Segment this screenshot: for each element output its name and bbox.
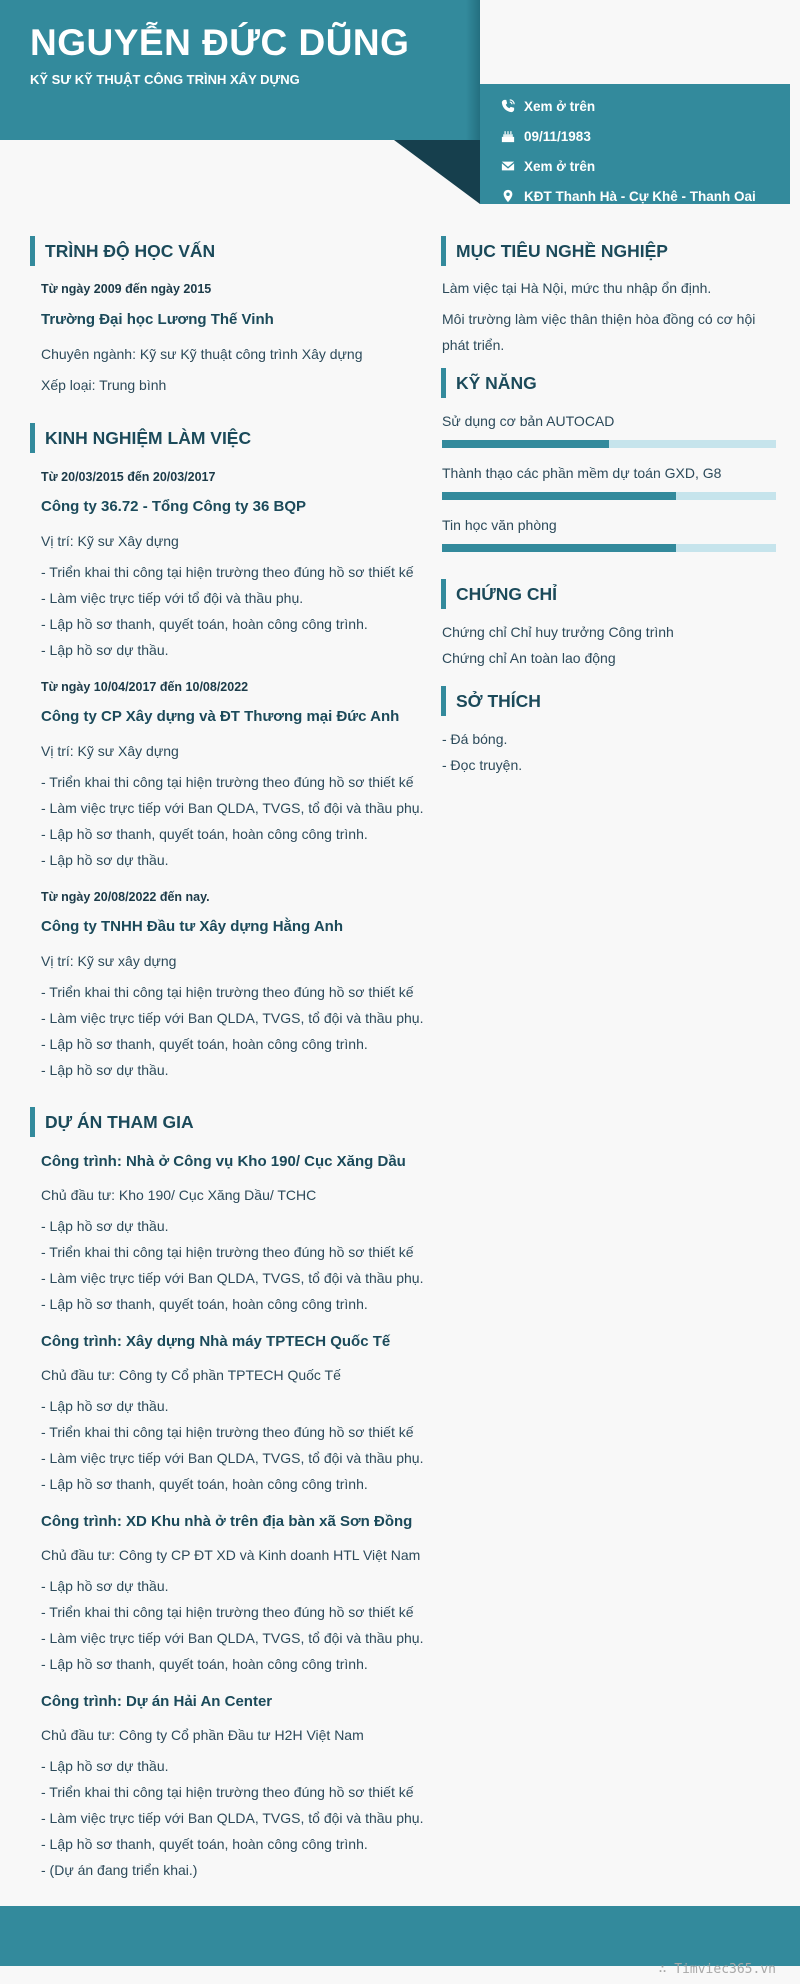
project-name: Công trình: Xây dựng Nhà máy TPTECH Quốc Tế: [41, 1333, 391, 1350]
heading-accent-bar: [30, 236, 35, 266]
project-name: Công trình: Nhà ở Công vụ Kho 190/ Cục Xăng Dầu: [41, 1153, 406, 1170]
project-task: - Lập hồ sơ dự thầu.: [41, 1218, 169, 1234]
job-duty: - Triển khai thi công tại hiện trường theo đúng hồ sơ thiết kế: [41, 984, 414, 1000]
certificates-heading-text: CHỨNG CHỈ: [456, 583, 558, 604]
project-task: - Triển khai thi công tại hiện trường theo đúng hồ sơ thiết kế: [41, 1784, 414, 1800]
candidate-name: NGUYỄN ĐỨC DŨNG: [30, 22, 410, 63]
heading-accent-bar: [441, 236, 446, 266]
footer-band: [0, 1906, 800, 1966]
job-duty: - Lập hồ sơ thanh, quyết toán, hoàn công công trình.: [41, 1036, 368, 1052]
project-task: - Lập hồ sơ thanh, quyết toán, hoàn công công trình.: [41, 1656, 368, 1672]
project-task: - Lập hồ sơ dự thầu.: [41, 1578, 169, 1594]
cake-icon: [500, 128, 516, 144]
contact-block: [480, 84, 790, 204]
skill-level-fill: [442, 492, 676, 500]
contact-address: [500, 186, 756, 206]
job-company: Công ty TNHH Đầu tư Xây dựng Hằng Anh: [41, 918, 343, 935]
header-fold-shadow: [466, 0, 480, 140]
project-task: - Triển khai thi công tại hiện trường theo đúng hồ sơ thiết kế: [41, 1604, 414, 1620]
certificate-item: Chứng chỉ An toàn lao động: [442, 650, 616, 666]
experience-heading-text: KINH NGHIỆM LÀM VIỆC: [45, 427, 252, 448]
objective-line: Làm việc tại Hà Nội, mức thu nhập ổn định.: [442, 280, 712, 296]
job-duty: - Triển khai thi công tại hiện trường theo đúng hồ sơ thiết kế: [41, 564, 414, 580]
skill-label: Sử dụng cơ bản AUTOCAD: [442, 413, 615, 429]
job-duty: - Làm việc trực tiếp với tổ đội và thầu phụ.: [41, 590, 304, 606]
project-investor: Chủ đầu tư: Kho 190/ Cục Xăng Dầu/ TCHC: [41, 1187, 317, 1203]
job-company: Công ty CP Xây dựng và ĐT Thương mại Đức Anh: [41, 708, 400, 725]
skill-level-fill: [442, 440, 609, 448]
contact-email-text: Xem ở trên: [524, 158, 596, 174]
education-school: Trường Đại học Lương Thế Vinh: [41, 311, 274, 328]
job-duty: - Lập hồ sơ dự thầu.: [41, 852, 169, 868]
contact-email: [500, 156, 595, 176]
job-period: Từ 20/03/2015 đến 20/03/2017: [41, 470, 216, 484]
job-duty: - Lập hồ sơ dự thầu.: [41, 642, 169, 658]
mail-icon: [500, 158, 516, 174]
watermark: ∴ Timviec365.vn: [658, 1962, 776, 1977]
project-task: - Làm việc trực tiếp với Ban QLDA, TVGS, tổ đội và thầu phụ.: [41, 1810, 424, 1826]
project-name: Công trình: Dự án Hải An Center: [41, 1693, 273, 1710]
job-position: Vị trí: Kỹ sư xây dựng: [41, 953, 177, 969]
hobby-item: - Đá bóng.: [442, 731, 508, 747]
hobbies-heading: [441, 686, 541, 716]
header-fold-triangle: [394, 140, 480, 204]
contact-phone: [500, 96, 595, 116]
job-period: Từ ngày 20/08/2022 đến nay.: [41, 890, 210, 904]
job-duty: - Lập hồ sơ thanh, quyết toán, hoàn công công trình.: [41, 826, 368, 842]
experience-heading: [30, 423, 251, 453]
job-position: Vị trí: Kỹ sư Xây dựng: [41, 743, 179, 759]
projects-heading: [30, 1107, 194, 1137]
project-task: - Lập hồ sơ dự thầu.: [41, 1758, 169, 1774]
certificate-item: Chứng chỉ Chỉ huy trưởng Công trình: [442, 624, 674, 640]
project-task: - Làm việc trực tiếp với Ban QLDA, TVGS, tổ đội và thầu phụ.: [41, 1450, 424, 1466]
heading-accent-bar: [30, 1107, 35, 1137]
heading-accent-bar: [441, 368, 446, 398]
job-duty: - Làm việc trực tiếp với Ban QLDA, TVGS, tổ đội và thầu phụ.: [41, 800, 424, 816]
objective-line: Môi trường làm việc thân thiện hòa đồng có cơ hội phát triển.: [442, 311, 756, 353]
hobbies-heading-text: SỞ THÍCH: [456, 690, 541, 711]
job-duty: - Lập hồ sơ dự thầu.: [41, 1062, 169, 1078]
project-name: Công trình: XD Khu nhà ở trên địa bàn xã Sơn Đồng: [41, 1513, 413, 1530]
project-task: - Lập hồ sơ dự thầu.: [41, 1398, 169, 1414]
contact-birthday: [500, 126, 591, 146]
skill-level-bar: [442, 544, 776, 552]
project-task: - Lập hồ sơ thanh, quyết toán, hoàn công công trình.: [41, 1476, 368, 1492]
contact-birthday-text: 09/11/1983: [524, 128, 591, 144]
project-task: - Triển khai thi công tại hiện trường theo đúng hồ sơ thiết kế: [41, 1424, 414, 1440]
skill-label: Tin học văn phòng: [442, 517, 557, 533]
job-position: Vị trí: Kỹ sư Xây dựng: [41, 533, 179, 549]
project-task: - Làm việc trực tiếp với Ban QLDA, TVGS, tổ đội và thầu phụ.: [41, 1270, 424, 1286]
project-investor: Chủ đầu tư: Công ty Cổ phần Đầu tư H2H Việt Nam: [41, 1727, 364, 1743]
skills-heading-text: KỸ NĂNG: [456, 372, 537, 393]
hobby-item: - Đọc truyện.: [442, 757, 523, 773]
skill-level-bar: [442, 492, 776, 500]
phone-icon: [500, 98, 516, 114]
location-pin-icon: [500, 188, 516, 204]
job-duty: - Lập hồ sơ thanh, quyết toán, hoàn công công trình.: [41, 616, 368, 632]
job-duty: - Làm việc trực tiếp với Ban QLDA, TVGS, tổ đội và thầu phụ.: [41, 1010, 424, 1026]
project-task: - Làm việc trực tiếp với Ban QLDA, TVGS, tổ đội và thầu phụ.: [41, 1630, 424, 1646]
education-grade: Xếp loại: Trung bình: [41, 377, 167, 393]
job-company: Công ty 36.72 - Tổng Công ty 36 BQP: [41, 498, 307, 515]
education-heading: [30, 236, 215, 266]
heading-accent-bar: [30, 423, 35, 453]
project-investor: Chủ đầu tư: Công ty Cổ phần TPTECH Quốc Tế: [41, 1367, 341, 1383]
header-name-block: [0, 0, 480, 140]
project-task: - Lập hồ sơ thanh, quyết toán, hoàn công công trình.: [41, 1836, 368, 1852]
education-major: Chuyên ngành: Kỹ sư Kỹ thuật công trình Xây dựng: [41, 346, 363, 362]
skill-level-fill: [442, 544, 676, 552]
project-investor: Chủ đầu tư: Công ty CP ĐT XD và Kinh doanh HTL Việt Nam: [41, 1547, 421, 1563]
education-period: Từ ngày 2009 đến ngày 2015: [41, 282, 212, 296]
heading-accent-bar: [441, 579, 446, 609]
education-heading-text: TRÌNH ĐỘ HỌC VẤN: [45, 240, 216, 261]
project-task: - (Dự án đang triển khai.): [41, 1862, 198, 1878]
project-task: - Triển khai thi công tại hiện trường theo đúng hồ sơ thiết kế: [41, 1244, 414, 1260]
projects-heading-text: DỰ ÁN THAM GIA: [45, 1111, 194, 1132]
contact-phone-text: Xem ở trên: [524, 98, 596, 114]
skills-heading: [441, 368, 537, 398]
job-duty: - Triển khai thi công tại hiện trường theo đúng hồ sơ thiết kế: [41, 774, 414, 790]
candidate-title: KỸ SƯ KỸ THUẬT CÔNG TRÌNH XÂY DỰNG: [30, 72, 300, 87]
certificates-heading: [441, 579, 557, 609]
heading-accent-bar: [441, 686, 446, 716]
skill-label: Thành thạo các phần mềm dự toán GXD, G8: [442, 465, 722, 481]
project-task: - Lập hồ sơ thanh, quyết toán, hoàn công công trình.: [41, 1296, 368, 1312]
job-period: Từ ngày 10/04/2017 đến 10/08/2022: [41, 680, 249, 694]
skill-level-bar: [442, 440, 776, 448]
contact-address-text: KĐT Thanh Hà - Cự Khê - Thanh Oai: [524, 188, 756, 204]
objective-heading: [441, 236, 668, 266]
objective-heading-text: MỤC TIÊU NGHỀ NGHIỆP: [456, 240, 668, 261]
